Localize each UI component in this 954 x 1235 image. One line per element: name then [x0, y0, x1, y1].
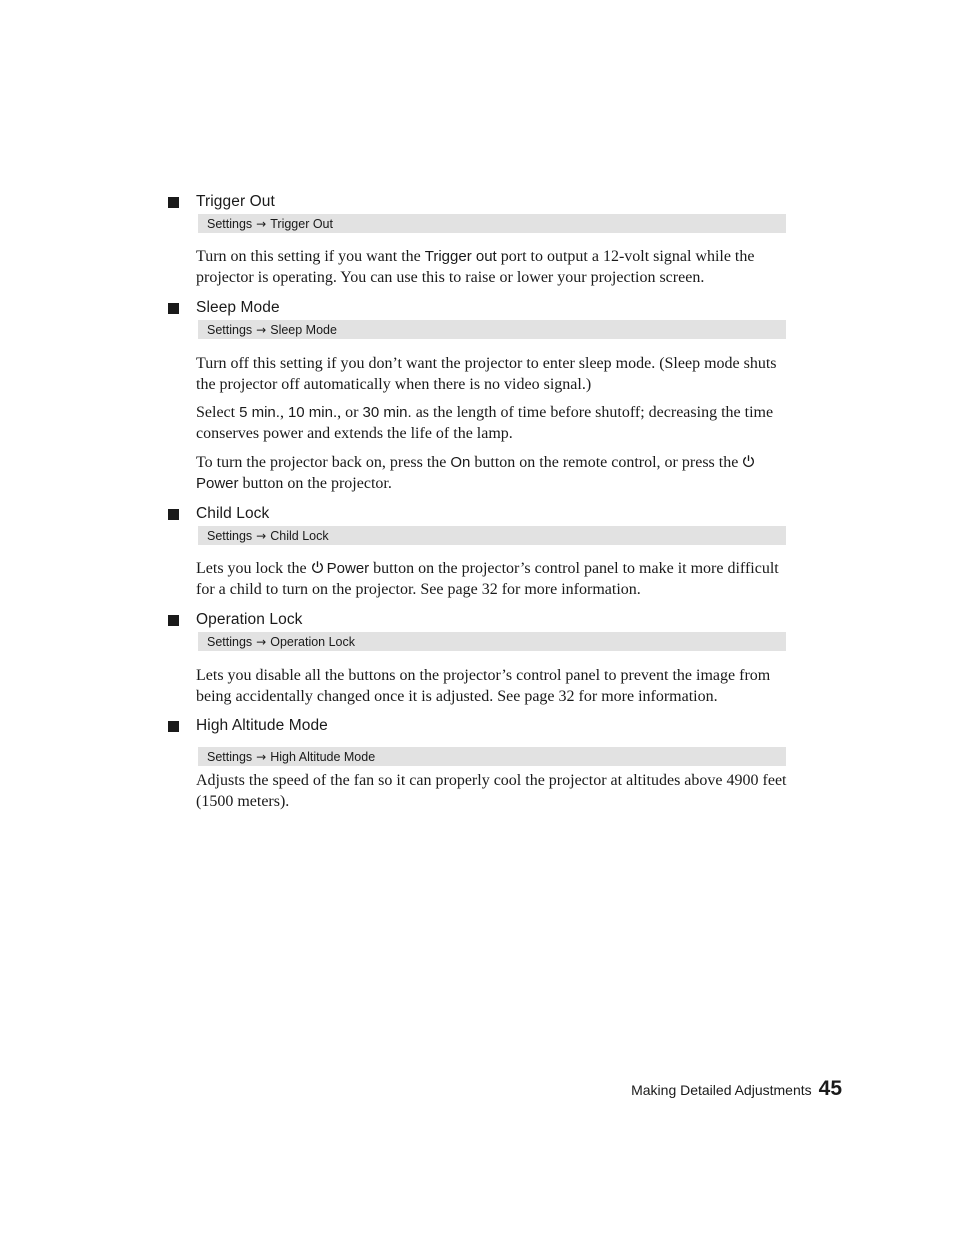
description-paragraph: Lets you disable all the buttons on the projector’s control panel to prevent the image from being accidentally changed once it is adjusted. See page 32 for more information.: [196, 667, 771, 705]
page-footer: [631, 1077, 842, 1101]
text-run: , or: [337, 404, 363, 421]
wake-paragraph: [196, 453, 788, 494]
page-number: 45: [818, 1077, 842, 1100]
menu-path-bar: [198, 632, 786, 651]
text-run: Lets you lock the: [196, 560, 311, 577]
menu-path-leaf: Operation Lock: [270, 634, 356, 649]
section-heading: [168, 610, 303, 630]
square-bullet-icon: [168, 721, 179, 732]
text-run: Turn on this setting if you want the: [196, 248, 425, 265]
heading-label: Sleep Mode: [196, 299, 280, 316]
heading-label: Operation Lock: [196, 611, 303, 628]
timeout-paragraph: [196, 403, 788, 444]
text-run: button on the projector’s control panel to make it more difficult for a child to turn on the projector. See page 32 for more information.: [196, 560, 779, 598]
menu-path-bar: [198, 214, 786, 233]
description-paragraph: Turn off this setting if you don’t want the projector to enter sleep mode. (Sleep mode shuts the projector off automatically when there is no video signal.): [196, 355, 777, 393]
section-heading: [168, 504, 269, 524]
text-run: ,: [279, 404, 288, 421]
square-bullet-icon: [168, 509, 179, 520]
menu-path-bar: [198, 747, 786, 766]
port-name: Trigger out: [424, 248, 497, 265]
option-5-min: 5 min.: [239, 404, 280, 421]
menu-path-root: Settings: [207, 528, 253, 543]
menu-path-bar: [198, 526, 786, 545]
menu-path-root: Settings: [207, 749, 253, 764]
section-heading: [168, 716, 328, 736]
menu-path-leaf: Sleep Mode: [270, 322, 337, 337]
menu-path-root: Settings: [207, 216, 253, 231]
text-run: button on the projector.: [238, 474, 392, 492]
heading-label: Child Lock: [196, 505, 270, 522]
text-run: button on the remote control, or press the: [470, 454, 743, 471]
heading-label: Trigger Out: [196, 193, 275, 210]
heading-label: High Altitude Mode: [196, 717, 328, 734]
on-button-name: On: [450, 454, 471, 471]
menu-path-leaf: Trigger Out: [270, 216, 333, 231]
menu-path-bar: [198, 320, 786, 339]
arrow-right-icon: →: [256, 322, 267, 337]
power-button-name: Power: [196, 474, 239, 492]
menu-path-root: Settings: [207, 634, 253, 649]
description-paragraph: Adjusts the speed of the fan so it can properly cool the projector at altitudes above 4900 feet (1500 meters).: [196, 772, 787, 810]
square-bullet-icon: [168, 197, 179, 208]
text-run: To turn the projector back on, press the: [196, 454, 451, 471]
menu-path-leaf: High Altitude Mode: [270, 749, 376, 764]
power-button-name: Power: [326, 560, 370, 577]
arrow-right-icon: →: [256, 216, 267, 231]
arrow-right-icon: →: [256, 634, 267, 649]
menu-path-root: Settings: [207, 322, 253, 337]
text-run: Select: [196, 404, 240, 421]
arrow-right-icon: →: [256, 749, 267, 764]
menu-path-leaf: Child Lock: [270, 528, 329, 543]
text-run: port to output a 12-volt signal while the projector is operating. You can use this to raise or lower your projection screen.: [196, 248, 755, 286]
description-paragraph: [196, 559, 788, 600]
option-30-min: 30 min.: [362, 404, 412, 421]
section-heading: [168, 298, 280, 318]
arrow-right-icon: →: [256, 528, 267, 543]
text-run: as the length of time before shutoff; decreasing the time conserves power and extends the life of the lamp.: [196, 404, 774, 442]
power-icon: [742, 454, 755, 468]
section-heading: [168, 192, 275, 212]
square-bullet-icon: [168, 303, 179, 314]
square-bullet-icon: [168, 615, 179, 626]
power-icon: [311, 560, 324, 574]
description-paragraph: [196, 247, 788, 288]
option-10-min: 10 min.: [287, 404, 338, 421]
chapter-title: Making Detailed Adjustments: [631, 1082, 812, 1098]
